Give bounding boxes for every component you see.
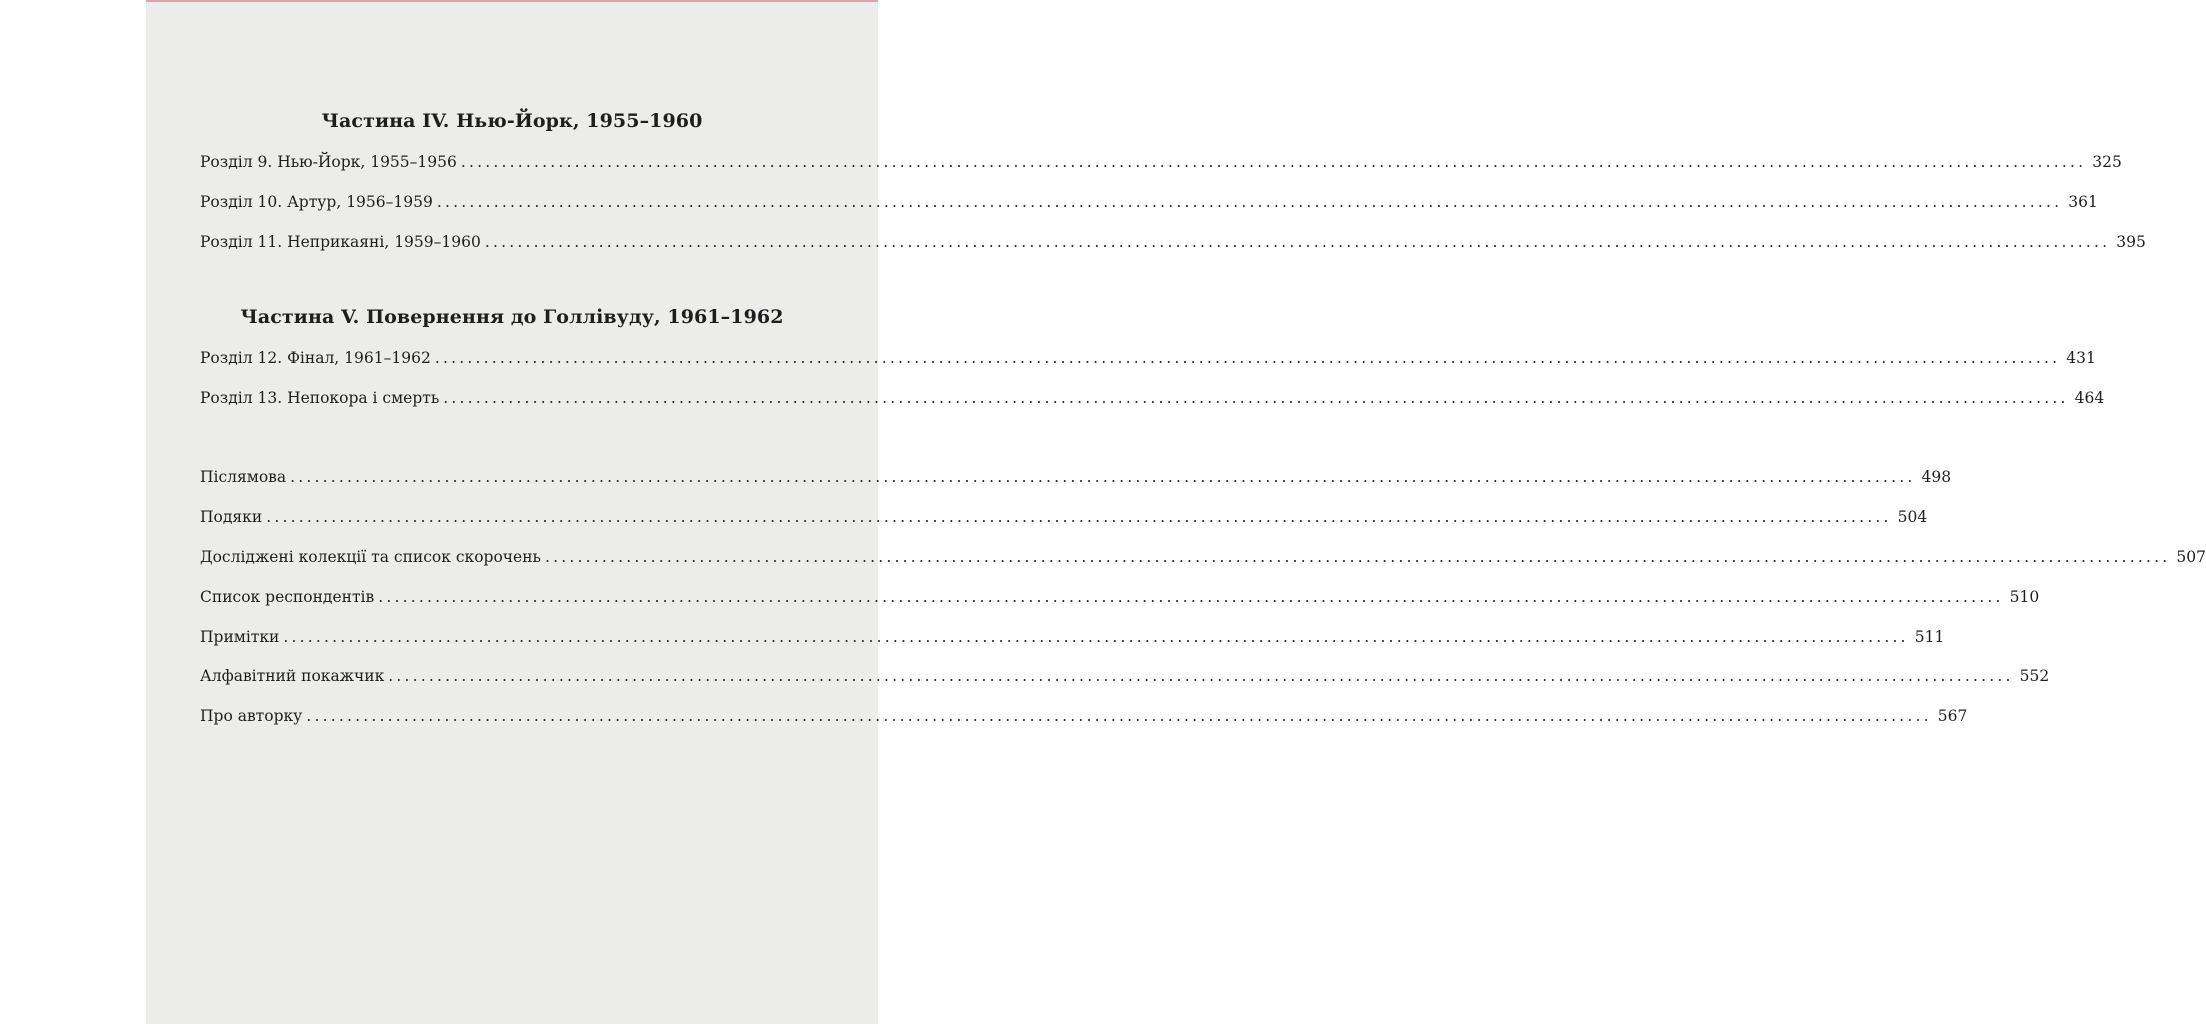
toc-entry-about-author [200,704,1968,728]
toc-entry-notes [200,625,1945,649]
leader-dots: ........................................................................................................................................................................................................ [290,468,1916,486]
part-4-heading: Частина IV. Нью-Йорк, 1955–1960 [321,110,703,132]
toc-entry-title: Розділ 9. Нью-Йорк, 1955–1956 [200,153,457,171]
toc-entry-afterword [200,465,1952,489]
leader-dots: ........................................................................................................................................................................................................ [443,389,2069,407]
toc-entry-page: 325 [2092,153,2122,171]
toc-entry-title: Алфавітний покажчик [200,667,385,685]
toc-entry-chapter-9 [200,150,2122,174]
toc-entry-page: 464 [2074,389,2105,407]
toc-entry-index [200,664,2050,688]
toc-entry-respondents [200,585,2040,609]
toc-entry-chapter-11 [200,230,2146,254]
leader-dots: ........................................................................................................................................................................................................ [378,588,2004,606]
toc-entry-title: Список респондентів [200,588,375,606]
toc-entry-page: 504 [1897,508,1928,526]
toc-entry-chapter-13 [200,386,2105,410]
toc-entry-title: Розділ 12. Фінал, 1961–1962 [200,349,431,367]
leader-dots: ........................................................................................................................................................................................................ [434,349,2061,367]
toc-entry-title: Розділ 13. Непокора і смерть [200,389,440,407]
toc-entry-title: Післямова [200,468,287,486]
leader-dots: ........................................................................................................................................................................................................ [484,233,2111,251]
leader-dots: ........................................................................................................................................................................................................ [283,628,1909,646]
toc-entry-page: 567 [1937,707,1968,725]
leader-dots: ........................................................................................................................................................................................................ [388,667,2014,685]
toc-entry-title: Примітки [200,628,280,646]
toc-entry-page: 510 [2009,588,2040,606]
toc-entry-chapter-10 [200,190,2098,214]
toc-entry-title: Про авторку [200,707,303,725]
toc-entry-page: 511 [1914,628,1945,646]
toc-entry-title: Досліджені колекції та список скорочень [200,548,541,566]
part-5-heading: Частина V. Повернення до Голлівуду, 1961–1962 [240,306,784,328]
toc-entry-title: Подяки [200,508,263,526]
toc-entry-page: 431 [2066,349,2096,367]
toc-entry-collections [200,545,2206,569]
leader-dots: ........................................................................................................................................................................................................ [266,508,1892,526]
toc-entry-page: 552 [2019,667,2050,685]
toc-entry-title: Розділ 11. Неприкаяні, 1959–1960 [200,233,481,251]
leader-dots: ........................................................................................................................................................................................................ [436,193,2063,211]
toc-entry-page: 498 [1921,468,1952,486]
toc-entry-page: 507 [2176,548,2206,566]
toc-entry-title: Розділ 10. Артур, 1956–1959 [200,193,433,211]
toc-entry-page: 395 [2116,233,2146,251]
leader-dots: ........................................................................................................................................................................................................ [545,548,2171,566]
toc-entry-chapter-12 [200,346,2096,370]
toc-entry-acknowledgments [200,505,1928,529]
leader-dots: ........................................................................................................................................................................................................ [460,153,2087,171]
book-page [146,0,2206,1024]
leader-dots: ........................................................................................................................................................................................................ [306,707,1932,725]
toc-entry-page: 361 [2068,193,2098,211]
